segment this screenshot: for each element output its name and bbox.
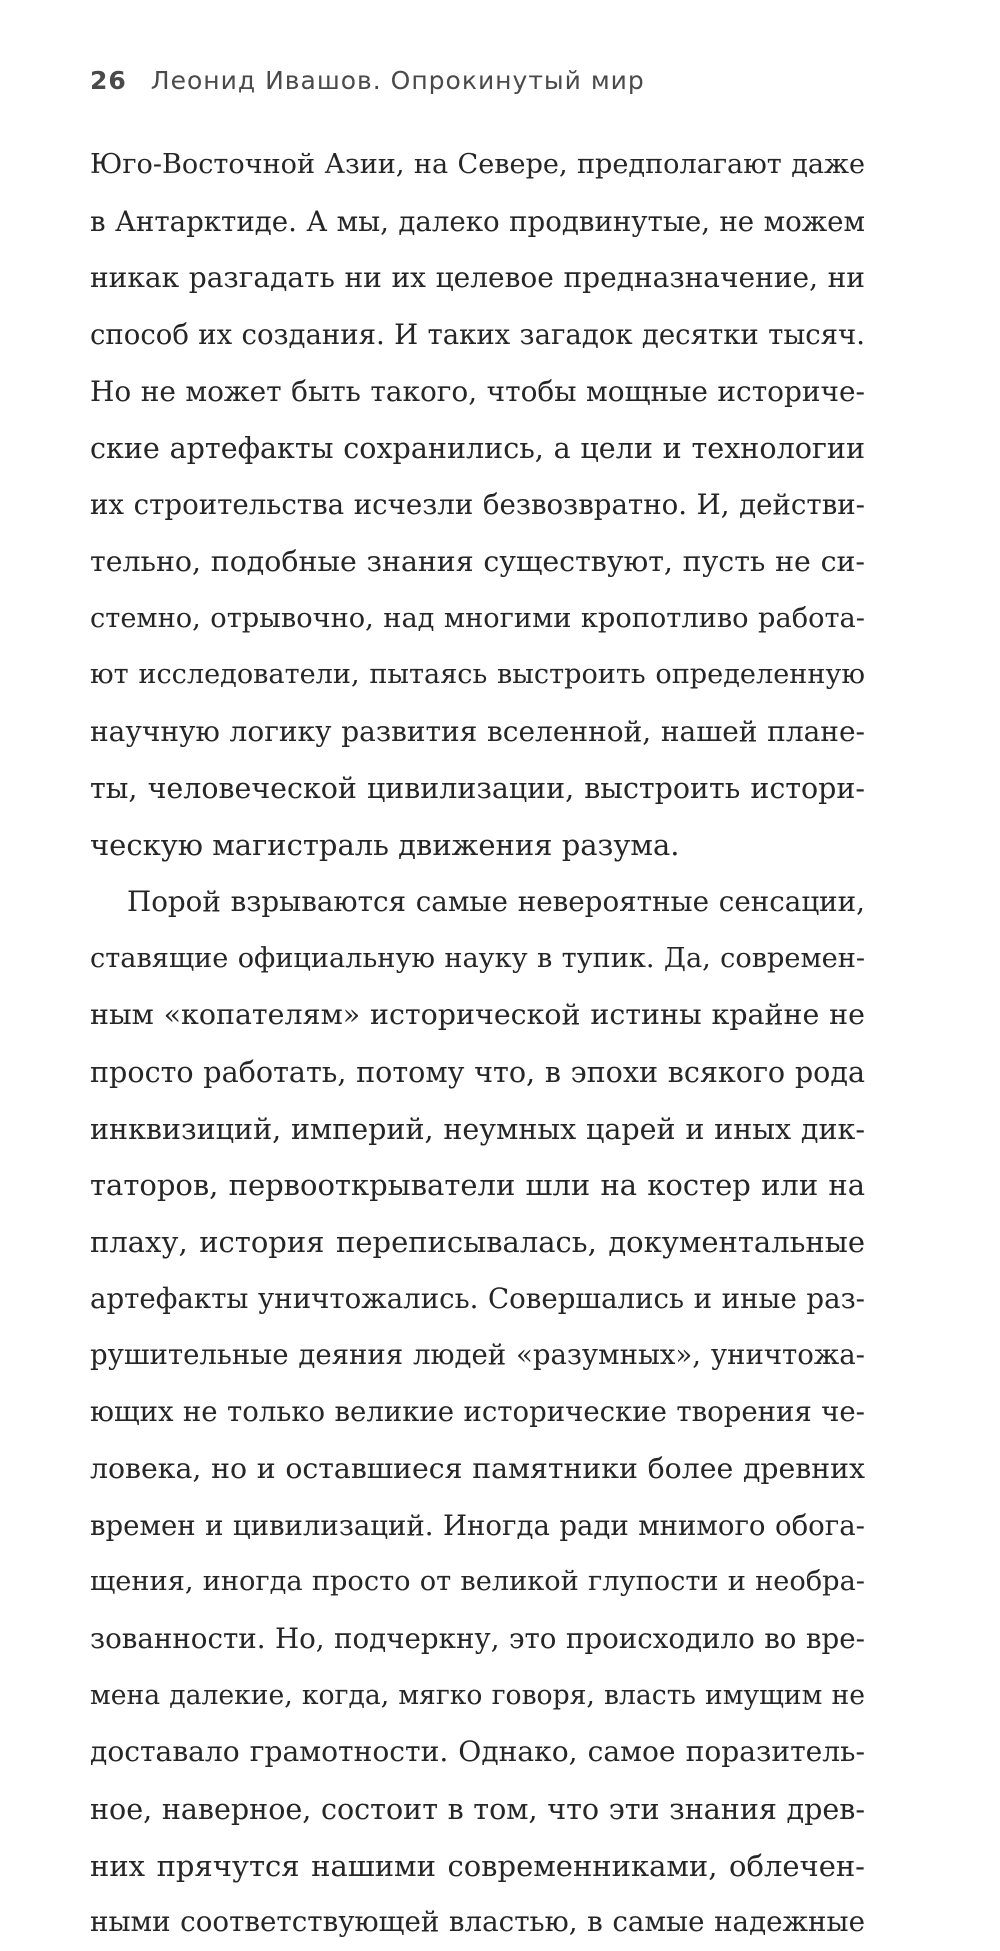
text-line: инквизиций, империй, неумных царей и иных дик- [90, 1111, 865, 1146]
running-title: Леонид Ивашов. Опрокинутый мир [150, 65, 645, 95]
text-line: в Антарктиде. А мы, далеко продвинутые, не можем [90, 204, 865, 238]
text-line: ное, наверное, состоит в том, что эти знания древ- [90, 1791, 865, 1826]
text-line: ловека, но и оставшиеся памятники более древних [90, 1451, 865, 1485]
text-line: Юго-Восточной Азии, на Севере, предполагают даже [90, 149, 865, 180]
text-line: способ их создания. И таких загадок десятки тысяч. [90, 319, 865, 352]
running-head [90, 60, 645, 100]
text-line: ские артефакты сохранились, а цели и технологии [90, 431, 865, 466]
text-line: научную логику развития вселенной, нашей плане- [90, 714, 865, 748]
text-line: таторов, первооткрыватели шли на костер или на [90, 1168, 865, 1203]
text-line: ным «копателям» исторической истины крайне не [90, 998, 865, 1032]
text-line: ющих не только великие исторические творения че- [90, 1396, 865, 1429]
paragraph-last-line: ческую магистраль движения разума. [90, 828, 680, 863]
paragraph-first-line: Порой взрываются самые невероятные сенсации, [127, 884, 865, 918]
text-line: артефакты уничтожались. Совершались и иные раз- [90, 1281, 865, 1315]
text-line: Но не может быть такого, чтобы мощные историче- [90, 374, 865, 408]
text-line: зованности. Но, подчеркну, это происходило во вре- [90, 1621, 865, 1655]
text-line: никак разгадать ни их целевое предназначение, ни [90, 261, 865, 295]
text-line: стемно, отрывочно, над многими кропотливо работа- [90, 602, 865, 634]
text-line: доставало грамотности. Однако, самое поразитель- [90, 1735, 865, 1769]
text-line: их строительства исчезли безвозвратно. И, действи- [90, 488, 865, 522]
body-text [90, 137, 865, 1951]
text-line: них прячутся нашими современниками, облечен- [90, 1848, 865, 1883]
text-line: времен и цивилизаций. Иногда ради мнимого обога- [90, 1508, 865, 1542]
text-line: ют исследователи, пытаясь выстроить определенную [90, 659, 865, 691]
text-line: ными соответствующей властью, в самые надежные [90, 1905, 865, 1939]
text-line: щения, иногда просто от великой глупости и необра- [90, 1566, 865, 1598]
text-line: тельно, подобные знания существуют, пусть не си- [90, 544, 865, 578]
text-line: рушительные деяния людей «разумных», уничтожа- [90, 1338, 865, 1372]
text-line: плаху, история переписывалась, документальные [90, 1225, 865, 1260]
text-line: ставящие официальную науку в тупик. Да, современ- [90, 942, 865, 974]
text-line: просто работать, потому что, в эпохи всякого рода [90, 1055, 865, 1089]
text-line: мена далекие, когда, мягко говоря, власть имущим не [90, 1679, 865, 1711]
text-line: ты, человеческой цивилизации, выстроить истори- [90, 771, 865, 805]
page-number: 26 [90, 65, 127, 95]
